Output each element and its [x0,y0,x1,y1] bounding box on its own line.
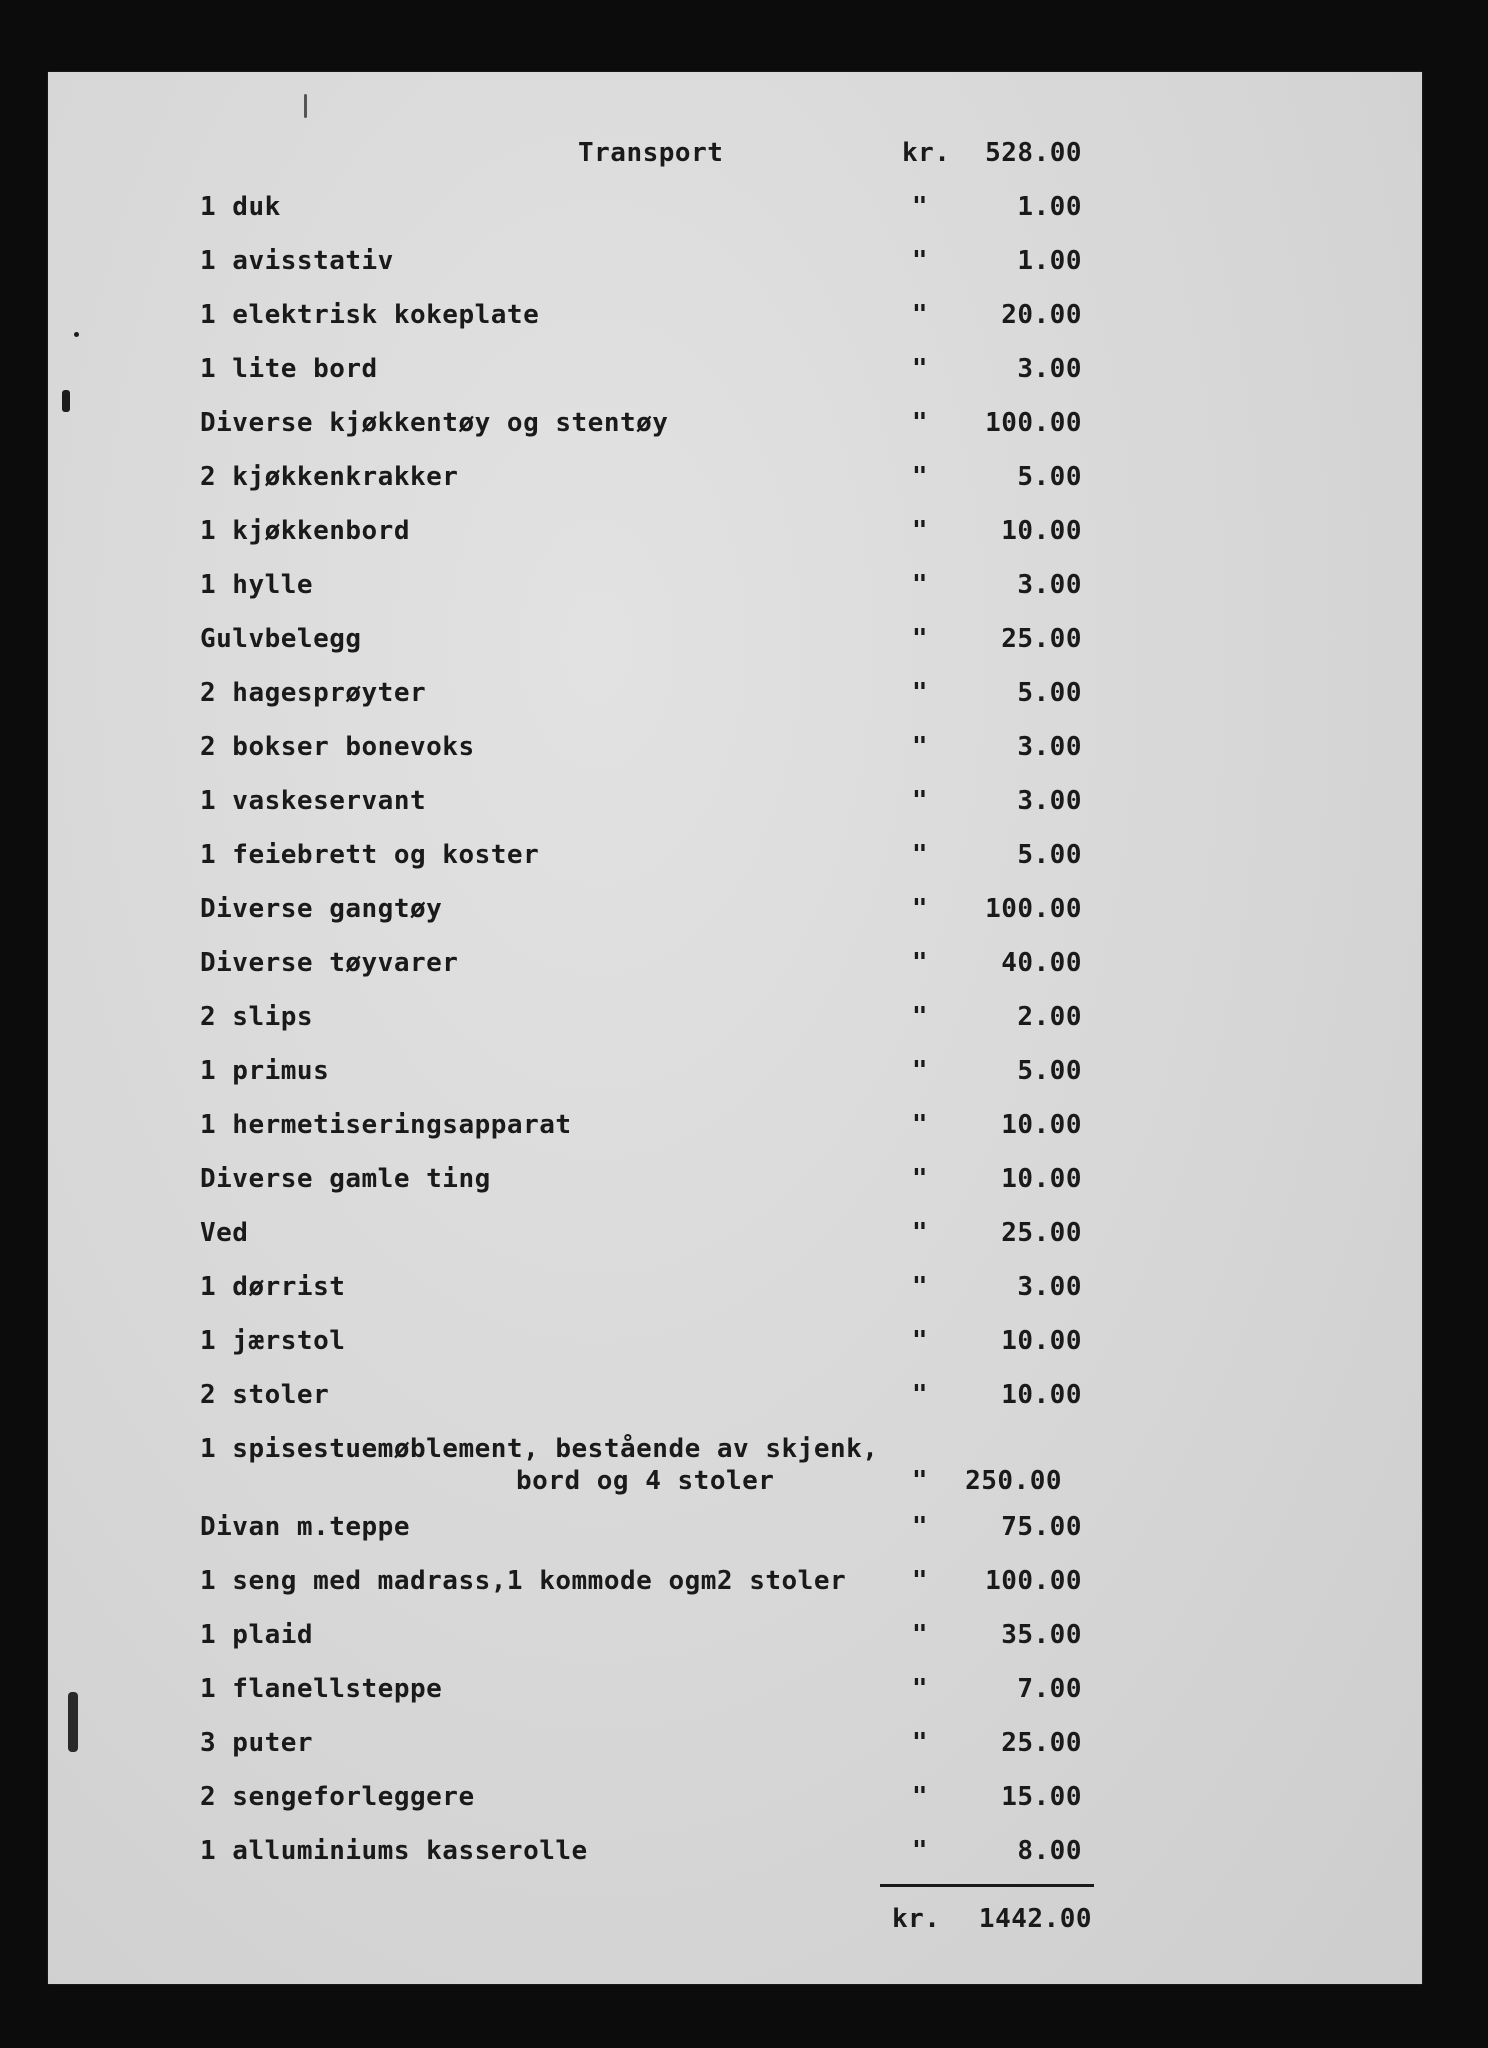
item-amount: 15.00 [1001,1782,1082,1812]
ditto-mark: " [911,840,929,870]
ditto-mark: " [911,462,929,492]
item-description: 2 slips [200,1002,314,1032]
ditto-mark: " [911,1380,929,1410]
item-description: 1 seng med madrass,1 kommode ogm2 stoler [200,1566,847,1596]
item-amount: 3.00 [1017,732,1082,762]
item-amount: 25.00 [1001,1218,1082,1248]
item-description: 3 puter [200,1728,314,1758]
item-amount: 3.00 [1017,1272,1082,1302]
ditto-mark: " [911,1056,929,1086]
total-row [48,1904,1422,1944]
item-amount: 25.00 [1001,624,1082,654]
list-item [48,1512,1422,1552]
ditto-mark: " [911,192,929,222]
item-description: 1 elektrisk kokeplate [200,300,540,330]
list-item [48,1836,1422,1876]
list-item [48,1620,1422,1660]
total-amount: 1442.00 [978,1904,1092,1934]
item-amount: 20.00 [1001,300,1082,330]
scan-speck [62,390,70,412]
item-amount: 10.00 [1001,1164,1082,1194]
ditto-mark: " [911,1728,929,1758]
item-description: 1 spisestuemøblement, bestående av skjenk, [200,1434,879,1464]
item-amount: 5.00 [1017,1056,1082,1086]
ditto-mark: " [911,516,929,546]
list-item [48,1056,1422,1096]
item-amount: 10.00 [1001,516,1082,546]
item-description: Diverse gamle ting [200,1164,491,1194]
ditto-mark: " [911,246,929,276]
item-description: 1 flanellsteppe [200,1674,443,1704]
item-description: Ved [200,1218,249,1248]
list-item [48,1380,1422,1420]
list-item [48,786,1422,826]
item-description: 2 kjøkkenkrakker [200,462,459,492]
list-item [48,1566,1422,1606]
item-description: 1 dørrist [200,1272,346,1302]
list-item [48,1110,1422,1150]
ditto-mark: " [911,678,929,708]
scan-speck [74,332,79,337]
item-description: 1 alluminiums kasserolle [200,1836,588,1866]
item-amount: 5.00 [1017,840,1082,870]
item-description: 1 jærstol [200,1326,346,1356]
item-amount: 1.00 [1017,192,1082,222]
item-description: 1 lite bord [200,354,378,384]
ditto-mark: " [911,894,929,924]
item-description: 1 avisstativ [200,246,394,276]
item-amount: 10.00 [1001,1380,1082,1410]
list-item [48,678,1422,718]
item-description: 2 bokser bonevoks [200,732,475,762]
item-description: Divan m.teppe [200,1512,410,1542]
item-amount: 3.00 [1017,786,1082,816]
ditto-mark: " [911,300,929,330]
list-item [48,354,1422,394]
list-item [48,300,1422,340]
list-item [48,1218,1422,1258]
list-item [48,1674,1422,1714]
item-amount: 75.00 [1001,1512,1082,1542]
scan-speck [304,94,307,118]
item-description: 1 plaid [200,1620,314,1650]
ditto-mark: " [911,786,929,816]
ditto-mark: " [911,624,929,654]
ditto-mark: " [911,1326,929,1356]
item-description: 1 kjøkkenbord [200,516,410,546]
list-item [48,1164,1422,1204]
item-description: 2 hagesprøyter [200,678,427,708]
list-item [48,246,1422,286]
item-description-continued: bord og 4 stoler [516,1466,775,1496]
ditto-mark: " [911,1836,929,1866]
item-amount: 7.00 [1017,1674,1082,1704]
item-description: 1 vaskeservant [200,786,427,816]
item-amount: 10.00 [1001,1110,1082,1140]
item-description: 1 hylle [200,570,314,600]
list-item [48,840,1422,880]
ditto-mark: " [911,570,929,600]
item-amount: 3.00 [1017,354,1082,384]
item-amount: 100.00 [985,894,1082,924]
list-item [48,1434,1422,1506]
ditto-mark: " [911,948,929,978]
list-item [48,1782,1422,1822]
ditto-mark: " [911,1512,929,1542]
list-item [48,1002,1422,1042]
ditto-mark: " [911,354,929,384]
ditto-mark: " [911,1272,929,1302]
list-item [48,1326,1422,1366]
transport-amount: 528.00 [985,138,1082,168]
transport-label: Transport [578,138,724,168]
ditto-mark: " [911,1566,929,1596]
item-amount: 5.00 [1017,462,1082,492]
list-item [48,462,1422,502]
item-description: 1 primus [200,1056,330,1086]
list-item [48,624,1422,664]
item-description: 2 sengeforleggere [200,1782,475,1812]
ditto-mark: " [911,1782,929,1812]
item-amount: 10.00 [1001,1326,1082,1356]
list-item [48,1272,1422,1312]
list-item [48,570,1422,610]
ditto-mark: " [911,732,929,762]
total-currency: kr. [892,1904,941,1934]
ditto-mark: " [911,1620,929,1650]
ditto-mark: " [911,1002,929,1032]
transport-currency: kr. [902,138,951,168]
list-item [48,948,1422,988]
item-description: 1 hermetiseringsapparat [200,1110,572,1140]
item-description: Diverse kjøkkentøy og stentøy [200,408,669,438]
list-item [48,408,1422,448]
ditto-mark: " [911,1110,929,1140]
item-description: 1 duk [200,192,281,222]
list-item [48,1728,1422,1768]
item-amount: 2.00 [1017,1002,1082,1032]
ditto-mark: " [911,1164,929,1194]
item-amount: 250.00 [965,1466,1062,1496]
item-description: Gulvbelegg [200,624,362,654]
item-amount: 25.00 [1001,1728,1082,1758]
document-page [48,72,1422,1984]
item-description: Diverse gangtøy [200,894,443,924]
item-description: 2 stoler [200,1380,330,1410]
list-item [48,516,1422,556]
total-rule [880,1884,1094,1887]
ditto-mark: " [911,1466,929,1496]
item-amount: 1.00 [1017,246,1082,276]
transport-row [48,138,1422,178]
item-amount: 40.00 [1001,948,1082,978]
item-amount: 3.00 [1017,570,1082,600]
ditto-mark: " [911,1218,929,1248]
item-description: 1 feiebrett og koster [200,840,540,870]
item-amount: 100.00 [985,408,1082,438]
list-item [48,894,1422,934]
item-amount: 5.00 [1017,678,1082,708]
item-amount: 100.00 [985,1566,1082,1596]
item-description: Diverse tøyvarer [200,948,459,978]
item-amount: 8.00 [1017,1836,1082,1866]
ditto-mark: " [911,1674,929,1704]
scan-speck [68,1692,78,1752]
list-item [48,732,1422,772]
item-amount: 35.00 [1001,1620,1082,1650]
ditto-mark: " [911,408,929,438]
list-item [48,192,1422,232]
